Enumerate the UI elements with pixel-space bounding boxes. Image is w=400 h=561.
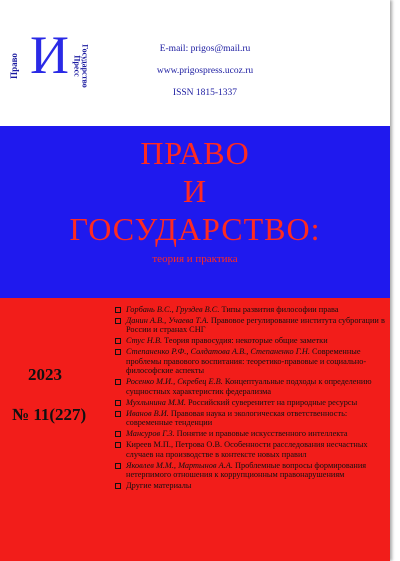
bullet-icon — [115, 431, 121, 437]
logo-letter: И — [30, 25, 69, 85]
toc-title: Правовое регулирование института суброгации в России и странах СНГ — [126, 315, 385, 335]
toc-title: Проблемные вопросы формирования нетерпимого отношения к коррупционным правонарушениям — [126, 460, 367, 480]
toc-item — [114, 347, 386, 376]
toc-authors: Степаненко Р.Ф., Солдатова А.В., Степаненко Г.Н. — [126, 347, 310, 357]
journal-subtitle: теория и практика — [152, 253, 238, 265]
bullet-icon — [115, 442, 121, 448]
issn-text: ISSN 1815-1337 — [172, 88, 238, 98]
toc-item — [114, 316, 386, 335]
journal-title — [0, 134, 390, 248]
logo-right-text — [72, 44, 89, 88]
toc-title: Концептуальные подходы к определению сущностных характеристик федерализма — [126, 377, 372, 396]
logo-right-line2: Пресс — [72, 55, 81, 77]
bullet-icon — [115, 400, 121, 406]
issue-year: 2023 — [28, 365, 62, 384]
email-text: E-mail: prigos@mail.ru — [159, 44, 251, 54]
toc-authors: Иванов В.И. — [126, 408, 169, 418]
issue-number: № 11(227) — [12, 405, 87, 424]
toc-authors: Горбань В.С., Груздев В.С. — [126, 305, 220, 314]
toc-authors: Стус Н.В. — [126, 336, 163, 346]
logo-right-line1: Государство — [80, 44, 90, 88]
toc-authors: Мансуров Г.З. — [126, 429, 175, 439]
bullet-icon — [115, 463, 121, 469]
website-text: www.prigospress.ucoz.ru — [156, 66, 254, 76]
bullet-icon — [115, 379, 121, 385]
bullet-icon — [115, 411, 121, 417]
toc-title: Теория правосудия: некоторые общие заметки — [162, 336, 328, 346]
title-line-3: ГОСУДАРСТВО: — [69, 211, 321, 247]
logo-left-text: Право — [9, 53, 19, 79]
toc-title: Понятие и правовые искусственного интеллекта — [174, 429, 348, 439]
toc-item — [114, 481, 386, 491]
bullet-icon — [115, 318, 121, 324]
toc-item — [114, 336, 386, 346]
toc-item — [114, 377, 386, 396]
toc-item — [114, 440, 386, 459]
toc-title: Другие материалы — [126, 481, 192, 491]
toc-authors: Росенко М.И., Скребец Е.В. — [126, 377, 223, 387]
toc-item — [114, 398, 386, 408]
toc-authors: Мухлынина М.М. — [126, 397, 186, 407]
toc-title: Российский суверенитет на природные ресурсы — [185, 397, 358, 407]
toc-title: Современные проблемы правового воспитания: теоретико-правовые и социально-философские аспекты — [126, 347, 367, 376]
toc-title: Правовая наука и экологическая ответственность: современные тенденции — [126, 408, 348, 428]
bullet-icon — [115, 483, 121, 489]
toc-item — [114, 409, 386, 428]
bullet-icon — [115, 349, 121, 355]
toc-item — [114, 461, 386, 480]
toc-title: Киреев М.П., Петрова О.В. Особенности расследования несчастных случаев на производстве в контексте новых правил — [126, 440, 368, 459]
bullet-icon — [115, 307, 121, 313]
title-line-2: И — [182, 173, 208, 209]
publisher-logo — [10, 26, 100, 106]
toc-authors: Яковлев М.М., Мартынов А.А. — [126, 460, 233, 470]
bullet-icon — [115, 338, 121, 344]
toc-item — [114, 305, 386, 315]
contacts — [110, 44, 300, 110]
table-of-contents — [114, 305, 386, 492]
toc-authors: Данин А.В., Учаева Т.А. — [126, 315, 209, 325]
title-line-1: ПРАВО — [140, 135, 250, 171]
toc-item — [114, 429, 386, 439]
toc-title: Типы развития философии права — [219, 305, 339, 314]
